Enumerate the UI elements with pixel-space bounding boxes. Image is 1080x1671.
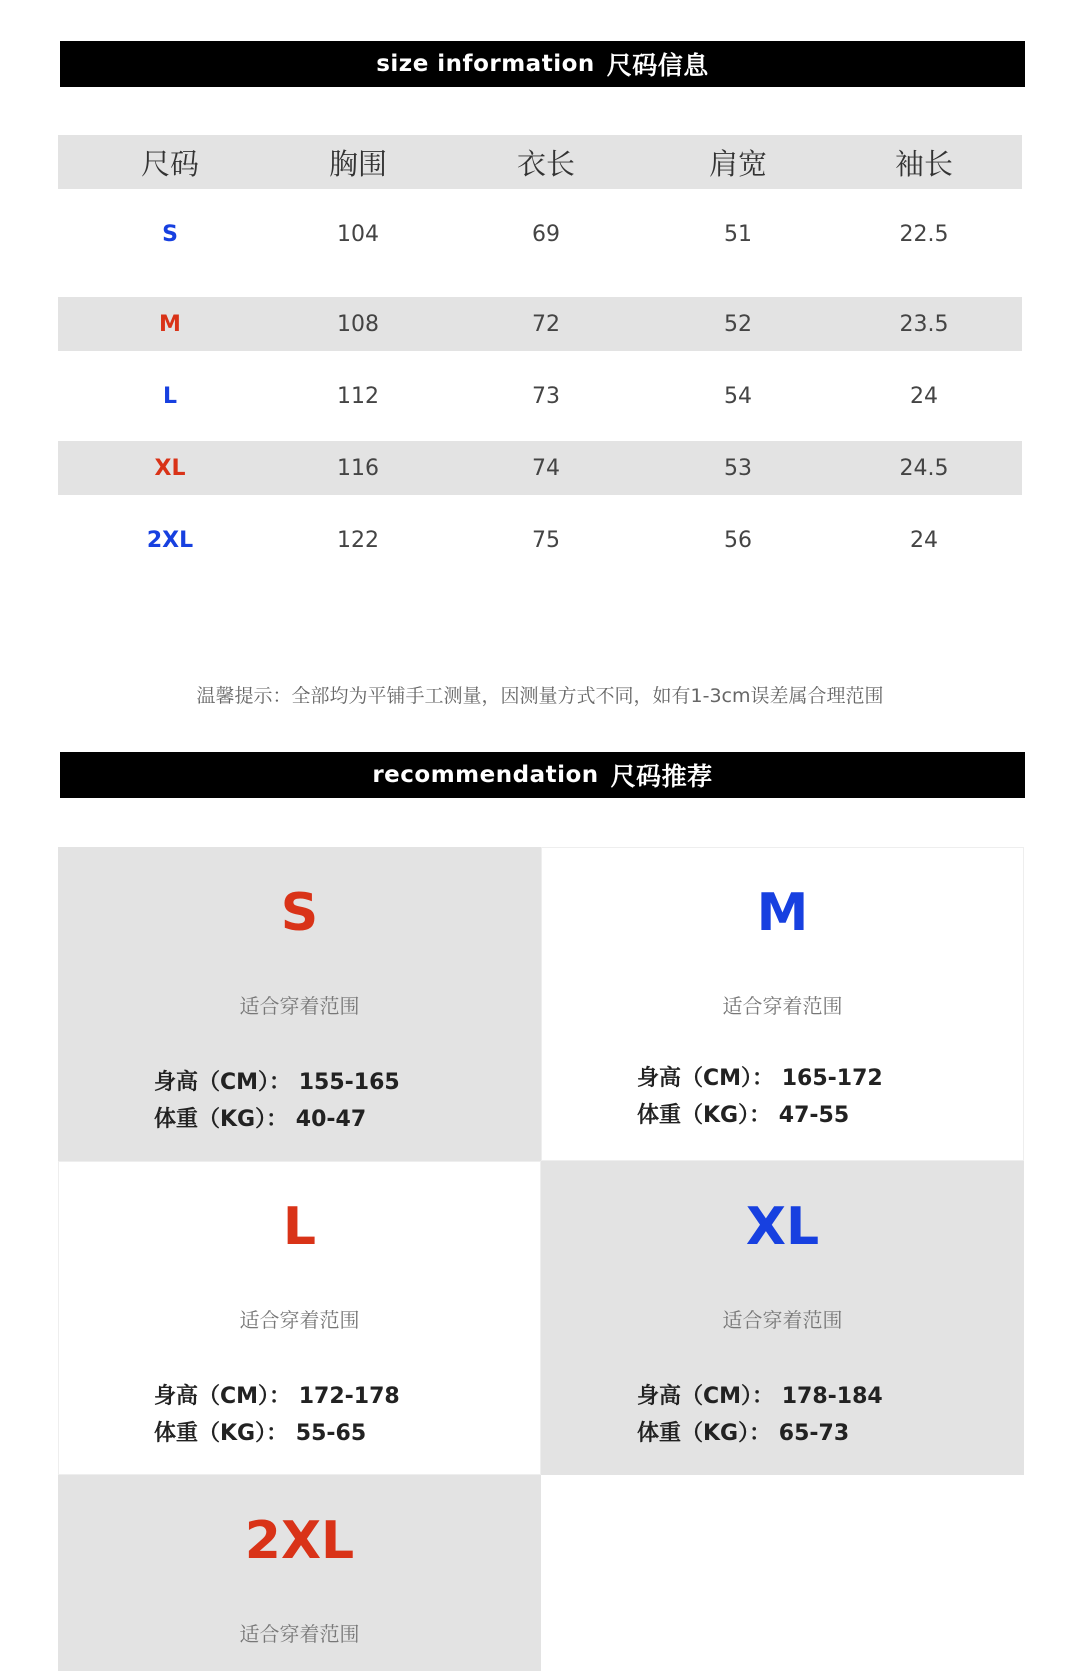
recommendation-grid xyxy=(58,847,1024,1671)
length-value: 73 xyxy=(532,383,560,409)
column-header-length: 衣长 xyxy=(516,146,576,181)
banner-title-en: recommendation xyxy=(372,762,599,788)
weight-label: 体重（KG）： xyxy=(154,1107,289,1132)
length-value: 74 xyxy=(532,455,560,481)
size-label: M xyxy=(159,311,181,337)
card-subtitle: 适合穿着范围 xyxy=(239,1308,360,1332)
card-subtitle: 适合穿着范围 xyxy=(722,994,843,1018)
length-value: 69 xyxy=(532,221,560,247)
weight-value: 40-47 xyxy=(295,1107,367,1132)
card-weight xyxy=(154,1102,366,1133)
column-header-shoulder: 肩宽 xyxy=(708,146,768,181)
height-value: 172-178 xyxy=(298,1384,400,1409)
card-height xyxy=(637,1379,883,1410)
card-height xyxy=(154,1065,400,1096)
card-size: S xyxy=(280,883,319,943)
banner-title-en: size information xyxy=(376,51,595,77)
column-header-size: 尺码 xyxy=(140,146,200,181)
size-label: 2XL xyxy=(146,527,194,553)
column-header-sleeve: 袖长 xyxy=(894,146,954,181)
weight-value: 65-73 xyxy=(778,1421,850,1446)
length-value: 75 xyxy=(532,527,560,553)
card-weight xyxy=(154,1416,366,1447)
height-value: 178-184 xyxy=(781,1384,883,1409)
shoulder-value: 52 xyxy=(724,311,752,337)
measurement-note: 温馨提示：全部均为平铺手工测量，因测量方式不同，如有1-3cm误差属合理范围 xyxy=(196,685,884,707)
card-height xyxy=(637,1061,883,1092)
recommend-card-xl xyxy=(541,1161,1024,1475)
height-value: 155-165 xyxy=(298,1070,400,1095)
height-label: 身高（CM）： xyxy=(154,1384,292,1409)
card-size: L xyxy=(282,1197,317,1257)
recommend-card-l xyxy=(58,1161,541,1475)
weight-value: 47-55 xyxy=(778,1103,850,1128)
card-size: M xyxy=(756,883,809,943)
card-subtitle: 适合穿着范围 xyxy=(722,1308,843,1332)
sleeve-value: 22.5 xyxy=(899,221,949,247)
card-size: XL xyxy=(745,1197,820,1257)
recommendation-banner xyxy=(60,752,1025,798)
weight-label: 体重（KG）： xyxy=(637,1421,772,1446)
shoulder-value: 54 xyxy=(724,383,752,409)
table-row xyxy=(58,297,1022,351)
table-row xyxy=(58,189,1022,279)
chest-value: 108 xyxy=(337,311,379,337)
size-label: XL xyxy=(154,455,186,481)
weight-label: 体重（KG）： xyxy=(154,1421,289,1446)
chest-value: 122 xyxy=(337,527,379,553)
table-row xyxy=(58,495,1022,585)
card-subtitle: 适合穿着范围 xyxy=(239,1622,360,1646)
weight-label: 体重（KG）： xyxy=(637,1103,772,1128)
table-row xyxy=(58,351,1022,441)
height-label: 身高（CM）： xyxy=(637,1384,775,1409)
recommend-card-2xl xyxy=(58,1475,541,1671)
card-subtitle: 适合穿着范围 xyxy=(239,994,360,1018)
size-information-banner xyxy=(60,41,1025,87)
chest-value: 116 xyxy=(337,455,379,481)
recommend-card-s xyxy=(58,847,541,1161)
size-label: L xyxy=(162,383,178,409)
sleeve-value: 23.5 xyxy=(899,311,949,337)
card-height xyxy=(154,1379,400,1410)
banner-title-cn: 尺码推荐 xyxy=(610,762,713,791)
chest-value: 104 xyxy=(337,221,379,247)
shoulder-value: 51 xyxy=(724,221,752,247)
banner-title-cn: 尺码信息 xyxy=(606,51,709,80)
shoulder-value: 53 xyxy=(724,455,752,481)
size-label: S xyxy=(162,221,178,247)
length-value: 72 xyxy=(532,311,560,337)
shoulder-value: 56 xyxy=(724,527,752,553)
sleeve-value: 24.5 xyxy=(899,455,949,481)
card-size: 2XL xyxy=(244,1511,355,1571)
weight-value: 55-65 xyxy=(295,1421,367,1446)
sleeve-value: 24 xyxy=(910,527,938,553)
table-header-row xyxy=(58,135,1022,189)
recommend-card-m xyxy=(541,847,1024,1161)
card-weight xyxy=(637,1098,849,1129)
table-row xyxy=(58,441,1022,495)
column-header-chest: 胸围 xyxy=(328,146,388,181)
size-table xyxy=(58,135,1022,585)
chest-value: 112 xyxy=(337,383,379,409)
height-label: 身高（CM）： xyxy=(637,1066,775,1091)
height-value: 165-172 xyxy=(781,1066,883,1091)
card-weight xyxy=(637,1416,849,1447)
sleeve-value: 24 xyxy=(910,383,938,409)
height-label: 身高（CM）： xyxy=(154,1070,292,1095)
